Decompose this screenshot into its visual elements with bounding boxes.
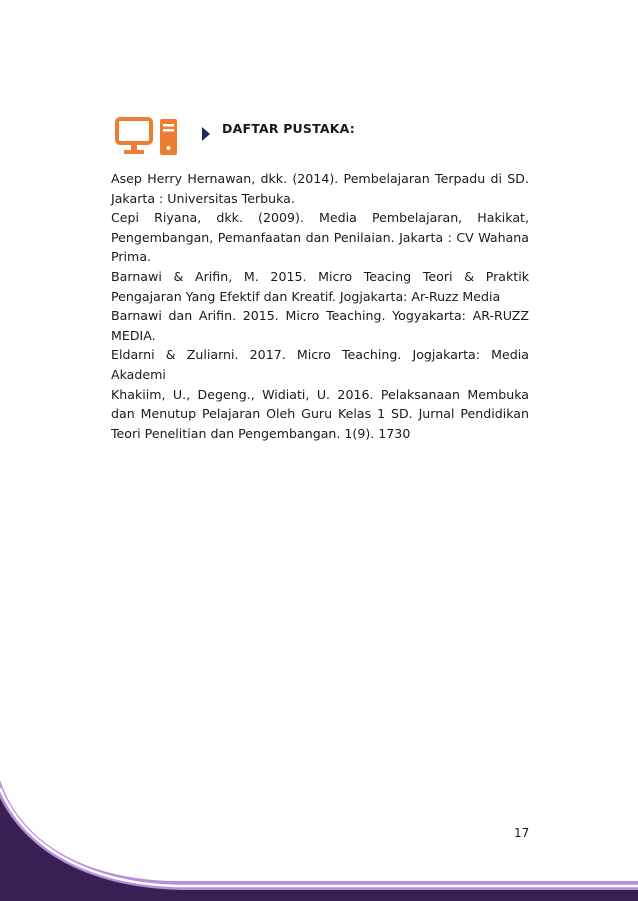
section-title: DAFTAR PUSTAKA:: [222, 121, 355, 136]
reference-list: [111, 169, 529, 443]
reference-item: Cepi Riyana, dkk. (2009). Media Pembelajaran, Hakikat, Pengembangan, Pemanfaatan dan Penilaian. Jakarta : CV Wahana Prima.: [111, 210, 529, 265]
reference-item: Asep Herry Hernawan, dkk. (2014). Pembelajaran Terpadu di SD. Jakarta : Universitas Terbuka.: [111, 171, 529, 206]
reference-item: Barnawi & Arifin, M. 2015. Micro Teacing Teori & Praktik Pengajaran Yang Efektif dan Kreatif. Jogjakarta: Ar-Ruzz Media: [111, 268, 529, 304]
reference-item: Eldarni & Zuliarni. 2017. Micro Teaching. Jogjakarta: Media Akademi: [111, 347, 529, 382]
page-number: 17: [514, 826, 530, 840]
triangle-right-icon: [201, 126, 211, 142]
computer-icon: [115, 117, 179, 157]
footer-wave-decoration: [0, 780, 638, 901]
reference-item: Khakiim, U., Degeng., Widiati, U. 2016. Pelaksanaan Membuka dan Menutup Pelajaran Oleh Guru Kelas 1 SD. Jurnal Pendidikan Teori Penelitian dan Pengembangan. 1(9). 1730: [111, 386, 529, 441]
reference-item: Barnawi dan Arifin. 2015. Micro Teaching. Yogyakarta: AR-RUZZ MEDIA.: [111, 308, 529, 343]
